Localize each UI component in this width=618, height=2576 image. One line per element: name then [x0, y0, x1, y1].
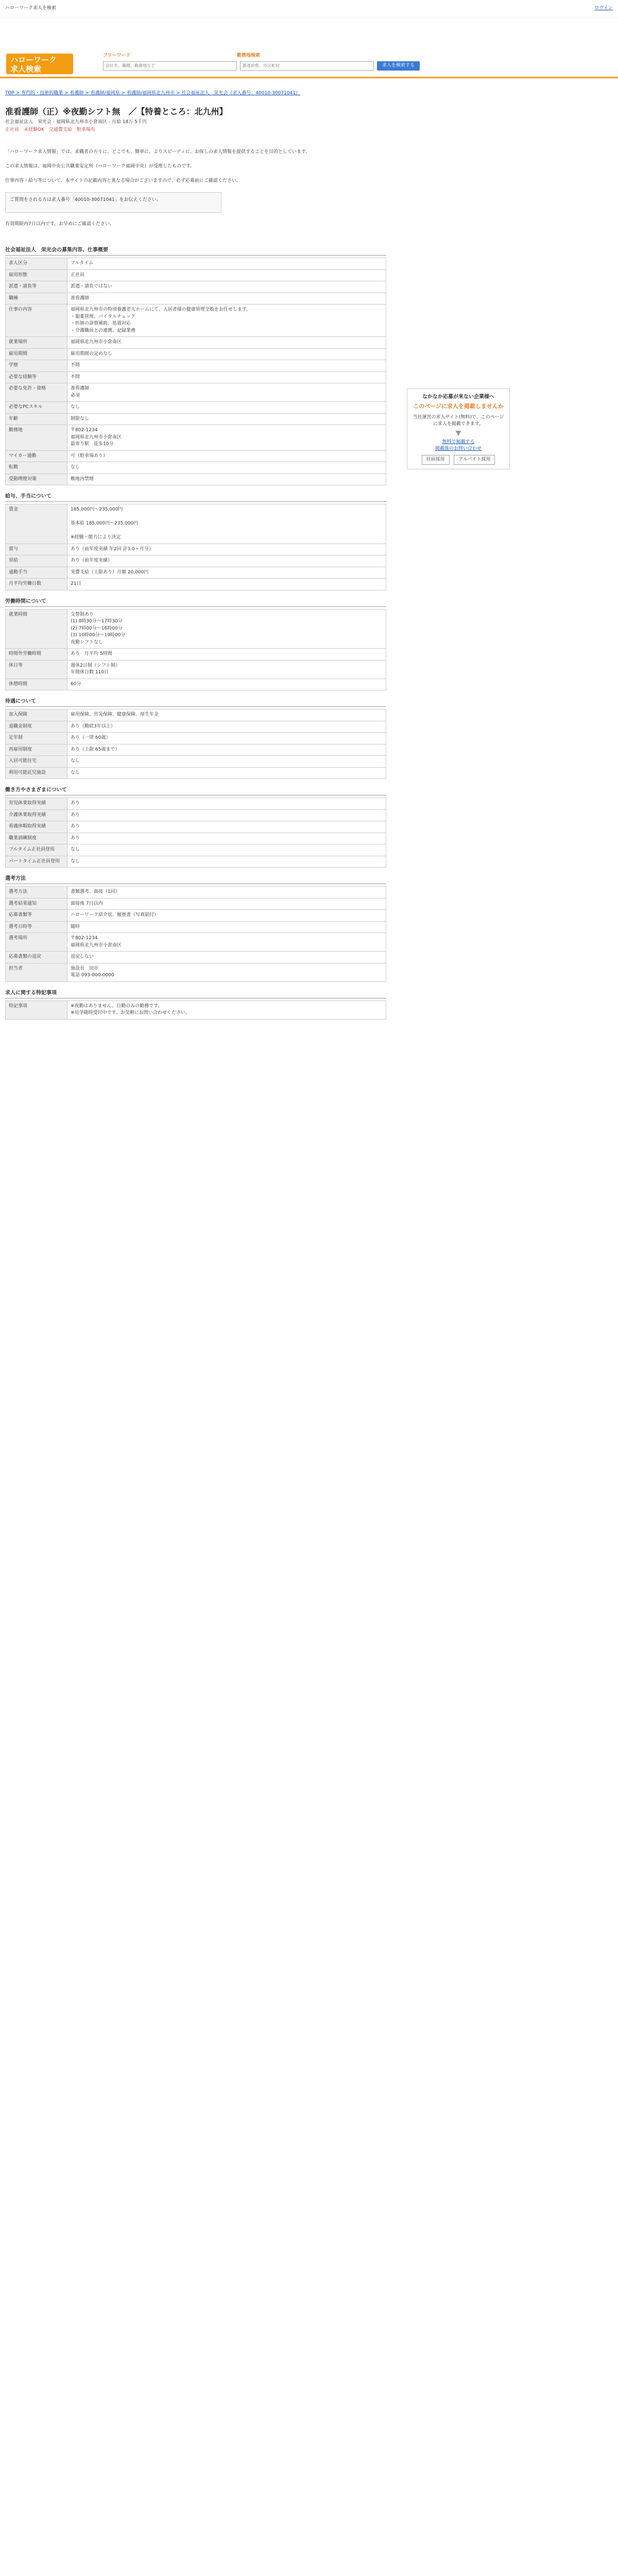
section-heading: 待遇について	[5, 696, 386, 707]
row-label: 学歴	[6, 360, 67, 372]
logo-line1: ハローワーク	[10, 55, 57, 64]
job-detail	[5, 239, 386, 1020]
site-link[interactable]: ハローワーク求人を検索	[5, 5, 57, 11]
table-row	[6, 579, 386, 590]
row-label: 選考結果通知	[6, 898, 67, 910]
row-value: あり 月平均 5時間	[67, 649, 386, 660]
table-row	[6, 709, 386, 721]
row-label: 選考方法	[6, 887, 67, 899]
row-label: 雇用形態	[6, 269, 67, 281]
row-value: 福岡県北九州市の特別養護老人ホームにて、入居者様の健康管理全般をお任せします。 ・服薬管理、バイタルチェック ・医師の診察補助、処置対応 ・介護職員との連携、記録業務	[67, 304, 386, 337]
section-heading: 選考方法	[5, 873, 386, 884]
row-value: 交替制あり (1) 8時30分〜17時30分 (2) 7時00分〜16時00分 (3) 10時00分〜19時00分 夜勤シフトなし	[67, 609, 386, 649]
table-row	[6, 733, 386, 744]
detail-table	[5, 258, 386, 485]
notice-box: ご質問をされる方は求人番号「40010-30071041」をお伝えください。	[5, 192, 221, 213]
row-label: マイカー通勤	[6, 450, 67, 462]
table-row	[6, 821, 386, 833]
row-label: 昇給	[6, 555, 67, 567]
row-label: 派遣・請負等	[6, 281, 67, 293]
table-row	[6, 933, 386, 952]
row-value: なし	[67, 844, 386, 856]
row-value: 施設長 田中 電話 093-000-0000	[67, 963, 386, 981]
table-row	[6, 910, 386, 922]
row-value: 〒802-1234 福岡県北九州市小倉南区 最寄り駅 徒歩10分	[67, 425, 386, 451]
row-value: あり（勤続3年以上）	[67, 721, 386, 733]
row-label: 賃金	[6, 504, 67, 544]
row-value: 随時	[67, 921, 386, 933]
table-row	[6, 269, 386, 281]
section-heading: 社会福祉法人 栄光会の募集内容、仕事概要	[5, 244, 386, 256]
table-row	[6, 649, 386, 660]
row-value: なし	[67, 856, 386, 868]
row-value: 准看護師 必須	[67, 383, 386, 402]
row-value: 派遣・請負ではない	[67, 281, 386, 293]
detail-table	[5, 609, 386, 691]
table-row	[6, 258, 386, 270]
row-label: 入居可能住宅	[6, 756, 67, 768]
parttime-hire-button[interactable]: アルバイト採用	[454, 455, 495, 465]
sidebar-link1[interactable]: 無料で掲載する	[442, 439, 475, 445]
row-value: 可（駐車場あり）	[67, 450, 386, 462]
table-row	[6, 360, 386, 372]
main	[0, 239, 618, 2576]
row-label: 定年制	[6, 733, 67, 744]
table-row	[6, 383, 386, 402]
row-value: 正社員	[67, 269, 386, 281]
row-label: 休憩時間	[6, 679, 67, 690]
row-value: あり（一律 60歳）	[67, 733, 386, 744]
row-value: 書類選考、面接（1回）	[67, 887, 386, 899]
table-row	[6, 856, 386, 868]
detail-table	[5, 1001, 386, 1020]
row-label: 職種	[6, 293, 67, 304]
search-area	[103, 53, 474, 71]
row-value: 〒802-1234 福岡県北九州市小倉南区	[67, 933, 386, 952]
section-heading: 求人に関する特記事項	[5, 987, 386, 998]
table-row	[6, 304, 386, 337]
header-divider	[0, 77, 618, 78]
expiry-notice: 有効期限内7日以内です。お早めにご確認ください。	[5, 221, 115, 227]
row-value: あり（前年度実績 年2回 計3.0ヶ月分）	[67, 544, 386, 555]
row-label: 月平均労働日数	[6, 579, 67, 590]
detail-table	[5, 504, 386, 590]
table-row	[6, 952, 386, 963]
row-value: 雇用期間の定めなし	[67, 348, 386, 360]
row-value: 実費支給（上限あり）月額 20,000円	[67, 567, 386, 579]
row-label: 特記事項	[6, 1001, 67, 1019]
breadcrumb[interactable]	[0, 86, 618, 101]
table-row	[6, 348, 386, 360]
row-value: 面接後 7日以内	[67, 898, 386, 910]
row-value: なし	[67, 402, 386, 414]
row-label: 担当者	[6, 963, 67, 981]
sidebar-ad	[407, 388, 510, 469]
row-value: 准看護師	[67, 293, 386, 304]
row-label: 必要なPCスキル	[6, 402, 67, 414]
table-row	[6, 898, 386, 910]
sidebar-orange-text: このページに求人を掲載しませんか	[413, 403, 504, 410]
intro-paragraph: この求人情報は、福岡中央公共職業安定所（ハローワーク福岡中央）が受理したものです。	[5, 163, 195, 169]
job-subtitle: 社会福祉法人 栄光会 - 福岡県北九州市小倉南区 - 月給 18万 5千円	[5, 119, 147, 125]
table-row	[6, 555, 386, 567]
intro-paragraph: 仕事内容・給与等について、本サイトの記載内容と異なる場合がございますので、必ず応募前にご確認ください。	[5, 178, 241, 184]
section-heading: 働き方やさまざまについて	[5, 784, 386, 795]
section-heading: 給与、手当について	[5, 490, 386, 502]
table-row	[6, 371, 386, 383]
sidebar-link2[interactable]: 掲載後のお問い合わせ	[435, 446, 482, 452]
row-value: 制限なし	[67, 413, 386, 425]
row-label: パートタイム正社員登用	[6, 856, 67, 868]
logo-line2: 求人検索	[10, 64, 42, 74]
sidebar-text: 当社運営の求人サイト(無料)で、このページに求人を掲載できます。	[413, 414, 504, 427]
row-value: あり（上限 65歳まで）	[67, 744, 386, 756]
keyword-label: フリーワード	[103, 53, 131, 58]
page-title: 准看護師（正）※夜勤シフト無 ／【特養ところ：北九州】	[5, 106, 228, 116]
row-label: 介護休業取得実績	[6, 809, 67, 821]
row-value: 不問	[67, 371, 386, 383]
table-row	[6, 660, 386, 679]
arrow-down-icon: ▼	[455, 429, 461, 437]
row-value: あり	[67, 821, 386, 833]
row-value: なし	[67, 462, 386, 474]
row-label: フルタイム正社員登用	[6, 844, 67, 856]
row-value: 185,000円〜235,000円 基本給 185,000円〜235,000円 ※経験・能力により決定	[67, 504, 386, 544]
table-row	[6, 921, 386, 933]
row-value: 不問	[67, 360, 386, 372]
table-row	[6, 425, 386, 451]
row-label: 年齢	[6, 413, 67, 425]
row-label: 選考場所	[6, 933, 67, 952]
table-row	[6, 679, 386, 690]
row-label: 仕事の内容	[6, 304, 67, 337]
row-value: あり	[67, 798, 386, 810]
header	[0, 18, 618, 74]
row-value: 21日	[67, 579, 386, 590]
search-button[interactable]: 求人を検索する	[377, 61, 420, 71]
table-row	[6, 887, 386, 899]
row-label: 賞与	[6, 544, 67, 555]
row-label: 勤務地	[6, 425, 67, 451]
table-row	[6, 281, 386, 293]
row-label: 求人区分	[6, 258, 67, 270]
row-label: 通勤手当	[6, 567, 67, 579]
row-label: 看護休暇取得実績	[6, 821, 67, 833]
table-row	[6, 809, 386, 821]
row-value: あり	[67, 833, 386, 844]
row-label: 退職金制度	[6, 721, 67, 733]
breadcrumb-text[interactable]: TOP > 専門的・技術的職業 > 看護師 > 看護師/福岡県 > 看護師/福岡県北九州市 > 社会福祉法人 栄光会（求人番号：40010-30071041）	[5, 91, 301, 96]
row-value: 福岡県北九州市小倉南区	[67, 337, 386, 349]
area-label: 勤務地検索	[237, 53, 261, 58]
row-label: 時間外労働時間	[6, 649, 67, 660]
row-value: フルタイム	[67, 258, 386, 270]
table-row	[6, 756, 386, 768]
row-value: 雇用保険、労災保険、健康保険、厚生年金	[67, 709, 386, 721]
row-label: 必要な免許・資格	[6, 383, 67, 402]
row-value: 60分	[67, 679, 386, 690]
table-row	[6, 963, 386, 981]
table-row	[6, 567, 386, 579]
row-value: なし	[67, 767, 386, 779]
detail-table	[5, 886, 386, 982]
intro-paragraph: 「ハローワーク求人情報」では、求職者の方々に、どこでも、簡単に、よりスピーディに、お探しの求人情報を提供することを目的としています。	[5, 149, 311, 155]
row-value: 敷地内禁煙	[67, 473, 386, 485]
table-row	[6, 767, 386, 779]
site-logo[interactable]	[6, 54, 73, 74]
row-label: 休日等	[6, 660, 67, 679]
table-row	[6, 473, 386, 485]
row-label: 応募書類の返戻	[6, 952, 67, 963]
table-row	[6, 504, 386, 544]
table-row	[6, 844, 386, 856]
table-row	[6, 721, 386, 733]
row-label: 受動喫煙対策	[6, 473, 67, 485]
table-row	[6, 450, 386, 462]
row-label: 転勤	[6, 462, 67, 474]
table-row	[6, 462, 386, 474]
row-label: 選考日時等	[6, 921, 67, 933]
topbar	[0, 0, 618, 18]
row-label: 必要な経験等	[6, 371, 67, 383]
row-value: ハローワーク紹介状、履歴書（写真貼付）	[67, 910, 386, 922]
row-label: 利用可能託児施設	[6, 767, 67, 779]
table-row	[6, 1001, 386, 1019]
row-value: 週休2日制（シフト制） 年間休日数 110日	[67, 660, 386, 679]
row-label: 応募書類等	[6, 910, 67, 922]
section-heading: 労働時間について	[5, 596, 386, 607]
employee-hire-button[interactable]: 社員採用	[422, 455, 450, 465]
table-row	[6, 833, 386, 844]
table-row	[6, 798, 386, 810]
row-value: あり	[67, 809, 386, 821]
area-input[interactable]	[240, 61, 374, 71]
row-value: あり（前年度実績）	[67, 555, 386, 567]
row-label: 育児休業取得実績	[6, 798, 67, 810]
detail-table	[5, 798, 386, 868]
row-value: なし	[67, 756, 386, 768]
row-value: ※夜勤はありません。日勤のみの勤務です。 ※見学随時受付中です。お気軽にお問い合わせください。	[67, 1001, 386, 1019]
row-label: 就業場所	[6, 337, 67, 349]
keyword-input[interactable]	[103, 61, 237, 71]
row-label: 再雇用制度	[6, 744, 67, 756]
row-label: 雇用期間	[6, 348, 67, 360]
row-label: 就業時間	[6, 609, 67, 649]
sidebar-heading: なかなか応募が来ない企業様へ	[422, 394, 494, 400]
table-row	[6, 609, 386, 649]
row-label: 職業訓練制度	[6, 833, 67, 844]
row-value: 返戻しない	[67, 952, 386, 963]
row-label: 加入保険	[6, 709, 67, 721]
table-row	[6, 744, 386, 756]
login-link[interactable]: ログイン	[594, 5, 613, 11]
table-row	[6, 293, 386, 304]
table-row	[6, 544, 386, 555]
job-tags: 正社員 未経験OK 交通費支給 駐車場有	[5, 127, 95, 132]
table-row	[6, 337, 386, 349]
table-row	[6, 402, 386, 414]
detail-table	[5, 709, 386, 779]
intro-text	[5, 148, 376, 185]
table-row	[6, 413, 386, 425]
